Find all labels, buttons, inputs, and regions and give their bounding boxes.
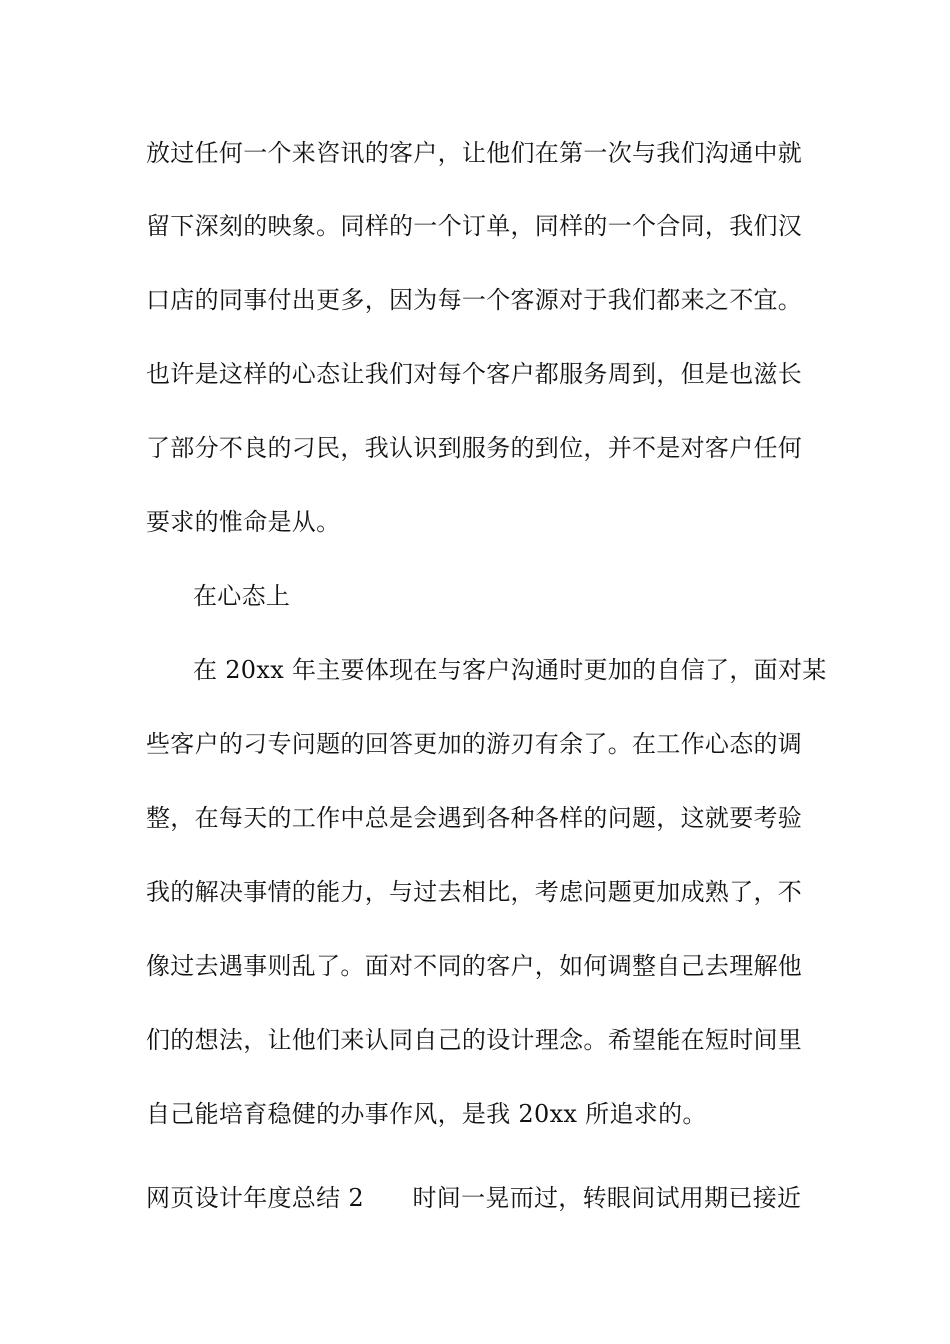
paragraph-1-line-6: 要求的惟命是从。 — [146, 508, 341, 536]
section-title-line: 网页设计年度总结 2 时间一晃而过，转眼间试用期已接近 — [146, 1184, 802, 1212]
paragraph-2-line-1: 在 20xx 年主要体现在与客户沟通时更加的自信了，面对某 — [193, 656, 827, 684]
paragraph-2-line-5: 像过去遇事则乱了。面对不同的客户，如何调整自己去理解他 — [146, 952, 803, 980]
paragraph-2-line-3: 整，在每天的工作中总是会遇到各种各样的问题，这就要考验 — [146, 804, 803, 832]
paragraph-2-line-7: 自己能培育稳健的办事作风，是我 20xx 所追求的。 — [146, 1100, 707, 1128]
paragraph-2-line-2: 些客户的刁专问题的回答更加的游刃有余了。在工作心态的调 — [146, 730, 803, 758]
paragraph-1-line-1: 放过任何一个来咨讯的客户，让他们在第一次与我们沟通中就 — [146, 139, 803, 167]
paragraph-1-line-4: 也许是这样的心态让我们对每个客户都服务周到，但是也滋长 — [146, 360, 803, 388]
paragraph-1-line-3: 口店的同事付出更多，因为每一个客源对于我们都来之不宜。 — [146, 286, 803, 314]
section-heading: 在心态上 — [193, 582, 291, 610]
paragraph-1-line-5: 了部分不良的刁民，我认识到服务的到位，并不是对客户任何 — [146, 434, 803, 462]
paragraph-2-line-4: 我的解决事情的能力，与过去相比，考虑问题更加成熟了，不 — [146, 878, 803, 906]
paragraph-1-line-2: 留下深刻的映象。同样的一个订单，同样的一个合同，我们汉 — [146, 212, 803, 240]
paragraph-2-line-6: 们的想法，让他们来认同自己的设计理念。希望能在短时间里 — [146, 1026, 803, 1054]
